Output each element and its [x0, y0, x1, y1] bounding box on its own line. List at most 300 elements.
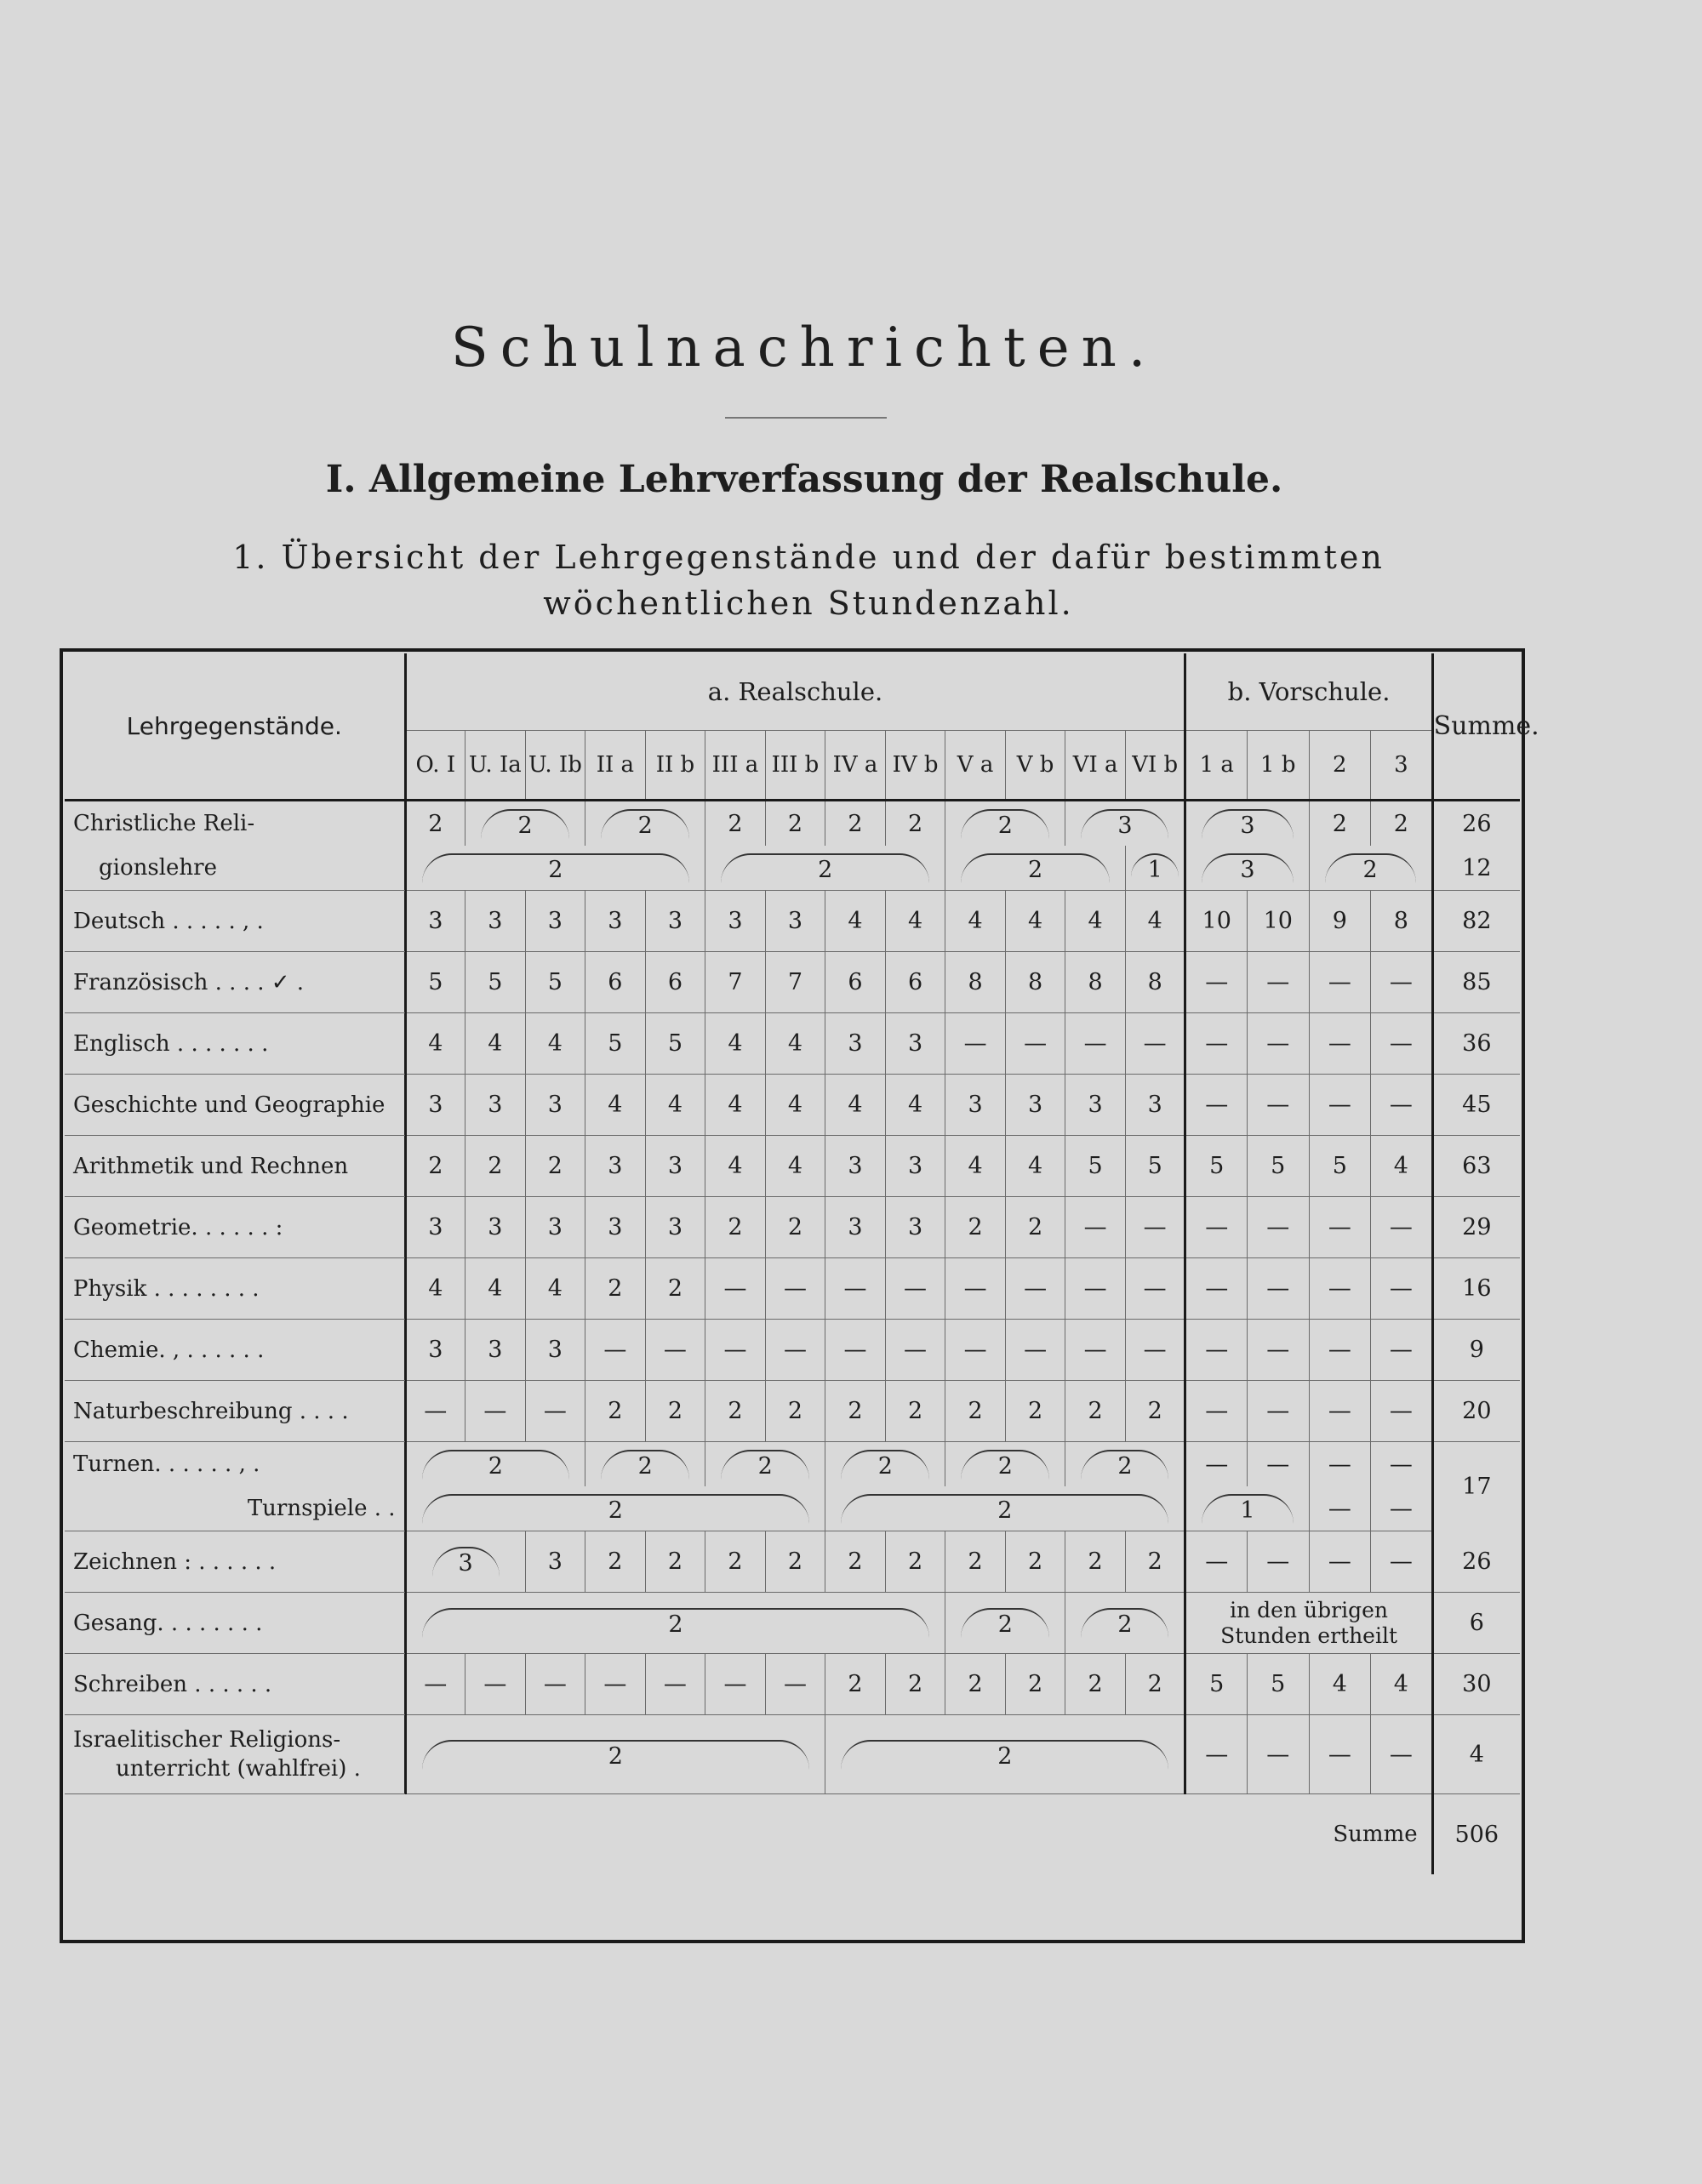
subject-label: Deutsch . . . . . , . [65, 891, 405, 952]
cell: 10 [1185, 891, 1248, 952]
title-rule [725, 417, 887, 419]
cell: 3 [885, 1136, 945, 1197]
subject-row [65, 952, 1520, 1013]
cell: — [525, 1381, 585, 1442]
religion-kath-row [65, 846, 1520, 891]
class-header: U. Ib [525, 731, 585, 801]
cell: 3 [645, 1136, 705, 1197]
page-title: Schulnachrichten. [450, 316, 1158, 379]
subject-row [65, 1075, 1520, 1136]
cell: 3 [465, 1075, 526, 1136]
cell: 9 [1309, 891, 1371, 952]
cell: 4 [885, 1075, 945, 1136]
cell: 4 [405, 1258, 465, 1320]
sum-column-header: Summe. [1432, 653, 1520, 801]
cell: — [1005, 1258, 1065, 1320]
cell: — [1005, 1013, 1065, 1075]
cell: — [1248, 1013, 1310, 1075]
turnen-label: Turnen. . . . . . , . [65, 1442, 405, 1487]
cell: — [1185, 1715, 1248, 1794]
cell: — [585, 1320, 646, 1381]
cell: 2 [945, 1442, 1065, 1487]
turnspiele-row [65, 1486, 1520, 1531]
turnen-row [65, 1442, 1520, 1487]
total-label: Summe [65, 1794, 1432, 1875]
cell: 4 [405, 1013, 465, 1075]
cell: 3 [825, 1136, 886, 1197]
cell: — [1065, 1258, 1126, 1320]
cell: 2 [1309, 801, 1371, 847]
cell: 5 [1185, 1654, 1248, 1715]
cell: 3 [465, 891, 526, 952]
cell: — [1371, 1258, 1433, 1320]
cell: 2 [585, 1531, 646, 1593]
lesson-table [65, 653, 1539, 1874]
cell: — [1248, 1715, 1310, 1794]
cell: 3 [405, 1320, 465, 1381]
cell: — [1185, 1197, 1248, 1258]
cell: 3 [405, 891, 465, 952]
cell: — [1309, 1442, 1371, 1487]
cell: 2 [1125, 1531, 1185, 1593]
cell: — [1248, 1320, 1310, 1381]
cell: 3 [465, 1197, 526, 1258]
cell: — [825, 1258, 886, 1320]
subject-label: Naturbeschreibung . . . . [65, 1381, 405, 1442]
row-sum: 26 [1432, 801, 1520, 847]
cell: — [1005, 1320, 1065, 1381]
vorschule-header: b. Vorschule. [1185, 653, 1432, 731]
cell: 3 [825, 1013, 886, 1075]
row-sum: 45 [1432, 1075, 1520, 1136]
cell: 8 [1125, 952, 1185, 1013]
cell: — [825, 1320, 886, 1381]
cell: — [1371, 952, 1433, 1013]
cell: 4 [705, 1075, 766, 1136]
cell: 5 [465, 952, 526, 1013]
cell: — [525, 1654, 585, 1715]
cell: 2 [945, 1654, 1006, 1715]
cell: 2 [1065, 1654, 1126, 1715]
class-header: V a [945, 731, 1006, 801]
cell: 2 [465, 1136, 526, 1197]
cell: — [1185, 1442, 1248, 1487]
subject-column-header: Lehrgegenstände. [65, 653, 405, 801]
cell: 4 [1371, 1654, 1433, 1715]
cell: 4 [585, 1075, 646, 1136]
class-header: IV b [885, 731, 945, 801]
cell: 2 [1005, 1381, 1065, 1442]
class-header: II a [585, 731, 646, 801]
cell: — [1125, 1320, 1185, 1381]
cell: — [1125, 1258, 1185, 1320]
cell: — [1371, 1486, 1433, 1531]
cell: 2 [1125, 1381, 1185, 1442]
religion-label-line1: Christliche Reli- [73, 811, 255, 836]
cell: 5 [645, 1013, 705, 1075]
cell: 2 [645, 1531, 705, 1593]
row-sum: 17 [1432, 1442, 1520, 1531]
total-value: 506 [1432, 1794, 1520, 1875]
cell: 2 [885, 1654, 945, 1715]
turnspiele-label: Turnspiele . . [65, 1486, 405, 1531]
cell: — [465, 1381, 526, 1442]
cell: 2 [405, 1442, 585, 1487]
cell: 2 [705, 1381, 766, 1442]
cell: 2 [525, 1136, 585, 1197]
cell: 6 [825, 952, 886, 1013]
class-header: 1 b [1248, 731, 1310, 801]
row-sum: 9 [1432, 1320, 1520, 1381]
cell: 2 [825, 1715, 1185, 1794]
cell: 4 [1005, 891, 1065, 952]
cell: 3 [765, 891, 825, 952]
cell: 3 [405, 1197, 465, 1258]
cell: — [765, 1258, 825, 1320]
cell: 5 [525, 952, 585, 1013]
cell: 2 [405, 1136, 465, 1197]
cell: 2 [765, 1531, 825, 1593]
cell: — [1309, 1013, 1371, 1075]
cell: 2 [465, 801, 585, 847]
realschule-header: a. Realschule. [405, 653, 1185, 731]
cell: 5 [1309, 1136, 1371, 1197]
cell: 2 [585, 1442, 705, 1487]
cell: 6 [885, 952, 945, 1013]
cell: 4 [945, 891, 1006, 952]
cell: 4 [1125, 891, 1185, 952]
section-heading: I. Allgemeine Lehrverfassung der Realschule. [325, 458, 1283, 501]
cell: 3 [585, 1197, 646, 1258]
row-sum: 26 [1432, 1531, 1520, 1593]
cell: 2 [885, 1381, 945, 1442]
row-sum: 6 [1432, 1593, 1520, 1654]
cell: 2 [765, 1381, 825, 1442]
cell: — [1309, 1320, 1371, 1381]
cell: 2 [1371, 801, 1433, 847]
class-header: VI b [1125, 731, 1185, 801]
cell: 2 [885, 801, 945, 847]
cell: 2 [705, 1197, 766, 1258]
cell: — [1371, 1531, 1433, 1593]
cell: — [405, 1654, 465, 1715]
subject-row [65, 1320, 1520, 1381]
cell: 3 [525, 1320, 585, 1381]
cell: — [405, 1381, 465, 1442]
cell: — [945, 1258, 1006, 1320]
cell: 5 [585, 1013, 646, 1075]
cell: 2 [1065, 1381, 1126, 1442]
subject-row [65, 1136, 1520, 1197]
cell: 4 [465, 1013, 526, 1075]
cell: 5 [1125, 1136, 1185, 1197]
class-header: U. Ia [465, 731, 526, 801]
cell: 6 [585, 952, 646, 1013]
row-sum: 36 [1432, 1013, 1520, 1075]
cell: — [1248, 1197, 1310, 1258]
cell: 3 [1005, 1075, 1065, 1136]
row-sum: 82 [1432, 891, 1520, 952]
cell: — [1125, 1197, 1185, 1258]
cell: 5 [1248, 1136, 1310, 1197]
cell: 3 [1185, 801, 1309, 847]
gesang-label: Gesang. . . . . . . . [65, 1593, 405, 1654]
cell: 3 [585, 1136, 646, 1197]
cell: 2 [1309, 846, 1432, 891]
cell: — [1065, 1197, 1126, 1258]
cell: — [765, 1320, 825, 1381]
class-header: 1 a [1185, 731, 1248, 801]
israel-label: Israelitischer Religions- unterricht (wahlfrei) . [65, 1715, 405, 1794]
class-header: O. I [405, 731, 465, 801]
cell: — [945, 1320, 1006, 1381]
cell: 3 [645, 1197, 705, 1258]
cell: — [1248, 1531, 1310, 1593]
cell: — [1371, 1197, 1433, 1258]
cell: 4 [825, 891, 886, 952]
cell: — [1185, 1381, 1248, 1442]
class-header: 3 [1371, 731, 1433, 801]
cell: 2 [945, 1593, 1065, 1654]
cell: 3 [1065, 801, 1185, 847]
subject-row [65, 1013, 1520, 1075]
cell: — [1371, 1013, 1433, 1075]
cell: — [1309, 952, 1371, 1013]
cell: — [765, 1654, 825, 1715]
cell: 2 [405, 1715, 825, 1794]
cell: 2 [945, 1381, 1006, 1442]
cell: — [1065, 1013, 1126, 1075]
cell: 2 [1065, 1531, 1126, 1593]
subject-label: Physik . . . . . . . . [65, 1258, 405, 1320]
class-header: IV a [825, 731, 886, 801]
subject-row [65, 1197, 1520, 1258]
cell: 5 [1065, 1136, 1126, 1197]
cell: 3 [705, 891, 766, 952]
zeichnen-label: Zeichnen : . . . . . . [65, 1531, 405, 1593]
cell: 2 [1005, 1197, 1065, 1258]
cell: — [645, 1320, 705, 1381]
cell: 3 [1125, 1075, 1185, 1136]
cell: — [885, 1320, 945, 1381]
subject-label: Geometrie. . . . . . : [65, 1197, 405, 1258]
cell: 5 [1248, 1654, 1310, 1715]
cell: 4 [525, 1258, 585, 1320]
cell: 3 [825, 1197, 886, 1258]
cell: 2 [825, 1381, 886, 1442]
cell: 2 [945, 801, 1065, 847]
cell: 4 [705, 1136, 766, 1197]
cell: 2 [945, 846, 1126, 891]
cell: — [1185, 1320, 1248, 1381]
cell: 8 [1371, 891, 1433, 952]
cell: — [1248, 1381, 1310, 1442]
cell: 2 [585, 1381, 646, 1442]
cell: — [465, 1654, 526, 1715]
cell: 4 [645, 1075, 705, 1136]
subject-row [65, 1381, 1520, 1442]
row-sum: 30 [1432, 1654, 1520, 1715]
cell: 2 [585, 1258, 646, 1320]
row-sum: 63 [1432, 1136, 1520, 1197]
cell: 2 [705, 801, 766, 847]
cell: — [1309, 1715, 1371, 1794]
israel-row [65, 1715, 1520, 1794]
total-row [65, 1794, 1520, 1875]
cell: 2 [585, 801, 705, 847]
cell: — [645, 1654, 705, 1715]
cell: 2 [765, 1197, 825, 1258]
cell: — [1185, 1258, 1248, 1320]
vorschule-note: in den übrigen Stunden ertheilt [1185, 1593, 1432, 1654]
cell: 5 [1185, 1136, 1248, 1197]
cell: — [1248, 1075, 1310, 1136]
subject-label: Chemie. , . . . . . . [65, 1320, 405, 1381]
cell: 2 [1065, 1593, 1185, 1654]
cell: — [1309, 1258, 1371, 1320]
cell: 3 [885, 1013, 945, 1075]
cell: — [1309, 1531, 1371, 1593]
cell: — [1309, 1197, 1371, 1258]
subject-label: Englisch . . . . . . . [65, 1013, 405, 1075]
cell: 3 [405, 1531, 525, 1593]
subject-row [65, 891, 1520, 952]
cell: — [705, 1654, 766, 1715]
cell: — [1309, 1075, 1371, 1136]
class-header: VI a [1065, 731, 1126, 801]
cell: 3 [525, 1531, 585, 1593]
cell: 4 [705, 1013, 766, 1075]
class-header: II b [645, 731, 705, 801]
cell: 3 [525, 1075, 585, 1136]
cell: 8 [1005, 952, 1065, 1013]
cell: — [1371, 1320, 1433, 1381]
cell: 4 [465, 1258, 526, 1320]
cell: 1 [1125, 846, 1185, 891]
cell: 2 [645, 1381, 705, 1442]
cell: — [1185, 1531, 1248, 1593]
cell: 2 [1065, 1442, 1185, 1487]
row-sum: 85 [1432, 952, 1520, 1013]
cell: 2 [705, 1442, 825, 1487]
subject-row [65, 1258, 1520, 1320]
zeichnen-row [65, 1531, 1520, 1593]
cell: — [885, 1258, 945, 1320]
cell: 7 [705, 952, 766, 1013]
cell: 2 [1005, 1654, 1065, 1715]
cell: — [1248, 952, 1310, 1013]
class-header: III a [705, 731, 766, 801]
cell: 10 [1248, 891, 1310, 952]
cell: 2 [645, 1258, 705, 1320]
cell: 4 [1371, 1136, 1433, 1197]
cell: — [1371, 1442, 1433, 1487]
cell: 2 [885, 1531, 945, 1593]
cell: 8 [945, 952, 1006, 1013]
cell: 2 [825, 1442, 945, 1487]
religion-evang-row [65, 801, 1520, 847]
cell: 2 [405, 801, 465, 847]
cell: — [1371, 1715, 1433, 1794]
cell: — [1309, 1486, 1371, 1531]
cell: 3 [645, 891, 705, 952]
cell: 4 [1005, 1136, 1065, 1197]
cell: 3 [405, 1075, 465, 1136]
schreiben-label: Schreiben . . . . . . [65, 1654, 405, 1715]
cell: 2 [705, 1531, 766, 1593]
cell: 3 [885, 1197, 945, 1258]
cell: — [1371, 1075, 1433, 1136]
table-subtitle: 1. Übersicht der Lehrgegenstände und der dafür bestimmten wöchentlichen Stundenzahl. [232, 539, 1385, 622]
cell: 2 [1125, 1654, 1185, 1715]
cell: 3 [945, 1075, 1006, 1136]
class-header: V b [1005, 731, 1065, 801]
cell: — [1309, 1381, 1371, 1442]
cell: 2 [765, 801, 825, 847]
cell: 2 [825, 801, 886, 847]
cell: — [705, 1258, 766, 1320]
cell: 2 [825, 1486, 1185, 1531]
cell: — [1248, 1442, 1310, 1487]
gesang-row [65, 1593, 1520, 1654]
row-sum: 29 [1432, 1197, 1520, 1258]
cell: — [1185, 1013, 1248, 1075]
cell: 7 [765, 952, 825, 1013]
cell: — [1185, 952, 1248, 1013]
row-sum: 20 [1432, 1381, 1520, 1442]
cell: 2 [1005, 1531, 1065, 1593]
subject-label: Französisch . . . . ✓ . [65, 952, 405, 1013]
cell: 4 [885, 891, 945, 952]
class-header: III b [765, 731, 825, 801]
cell: — [1248, 1258, 1310, 1320]
cell: 2 [825, 1654, 886, 1715]
subject-label: Arithmetik und Rechnen [65, 1136, 405, 1197]
schreiben-row [65, 1654, 1520, 1715]
cell: 3 [525, 891, 585, 952]
cell: 2 [405, 1486, 825, 1531]
cell: 4 [1065, 891, 1126, 952]
religion-label-line2: gionslehre [65, 846, 405, 891]
cell: 4 [945, 1136, 1006, 1197]
cell: — [1065, 1320, 1126, 1381]
cell: 3 [1065, 1075, 1126, 1136]
row-sum: 16 [1432, 1258, 1520, 1320]
cell: — [945, 1013, 1006, 1075]
class-header: 2 [1309, 731, 1371, 801]
cell: 4 [525, 1013, 585, 1075]
cell: 5 [405, 952, 465, 1013]
cell: 8 [1065, 952, 1126, 1013]
subject-label: Geschichte und Geographie [65, 1075, 405, 1136]
cell: 2 [825, 1531, 886, 1593]
cell: 4 [765, 1013, 825, 1075]
cell: — [1125, 1013, 1185, 1075]
cell: 3 [585, 891, 646, 952]
row-sum: 12 [1432, 846, 1520, 891]
cell: — [705, 1320, 766, 1381]
cell: 4 [765, 1075, 825, 1136]
cell: 4 [1309, 1654, 1371, 1715]
cell: 2 [705, 846, 945, 891]
row-sum: 4 [1432, 1715, 1520, 1794]
cell: 3 [465, 1320, 526, 1381]
cell: — [585, 1654, 646, 1715]
cell: 3 [1185, 846, 1309, 891]
cell: 2 [945, 1531, 1006, 1593]
cell: 3 [525, 1197, 585, 1258]
cell: 4 [825, 1075, 886, 1136]
